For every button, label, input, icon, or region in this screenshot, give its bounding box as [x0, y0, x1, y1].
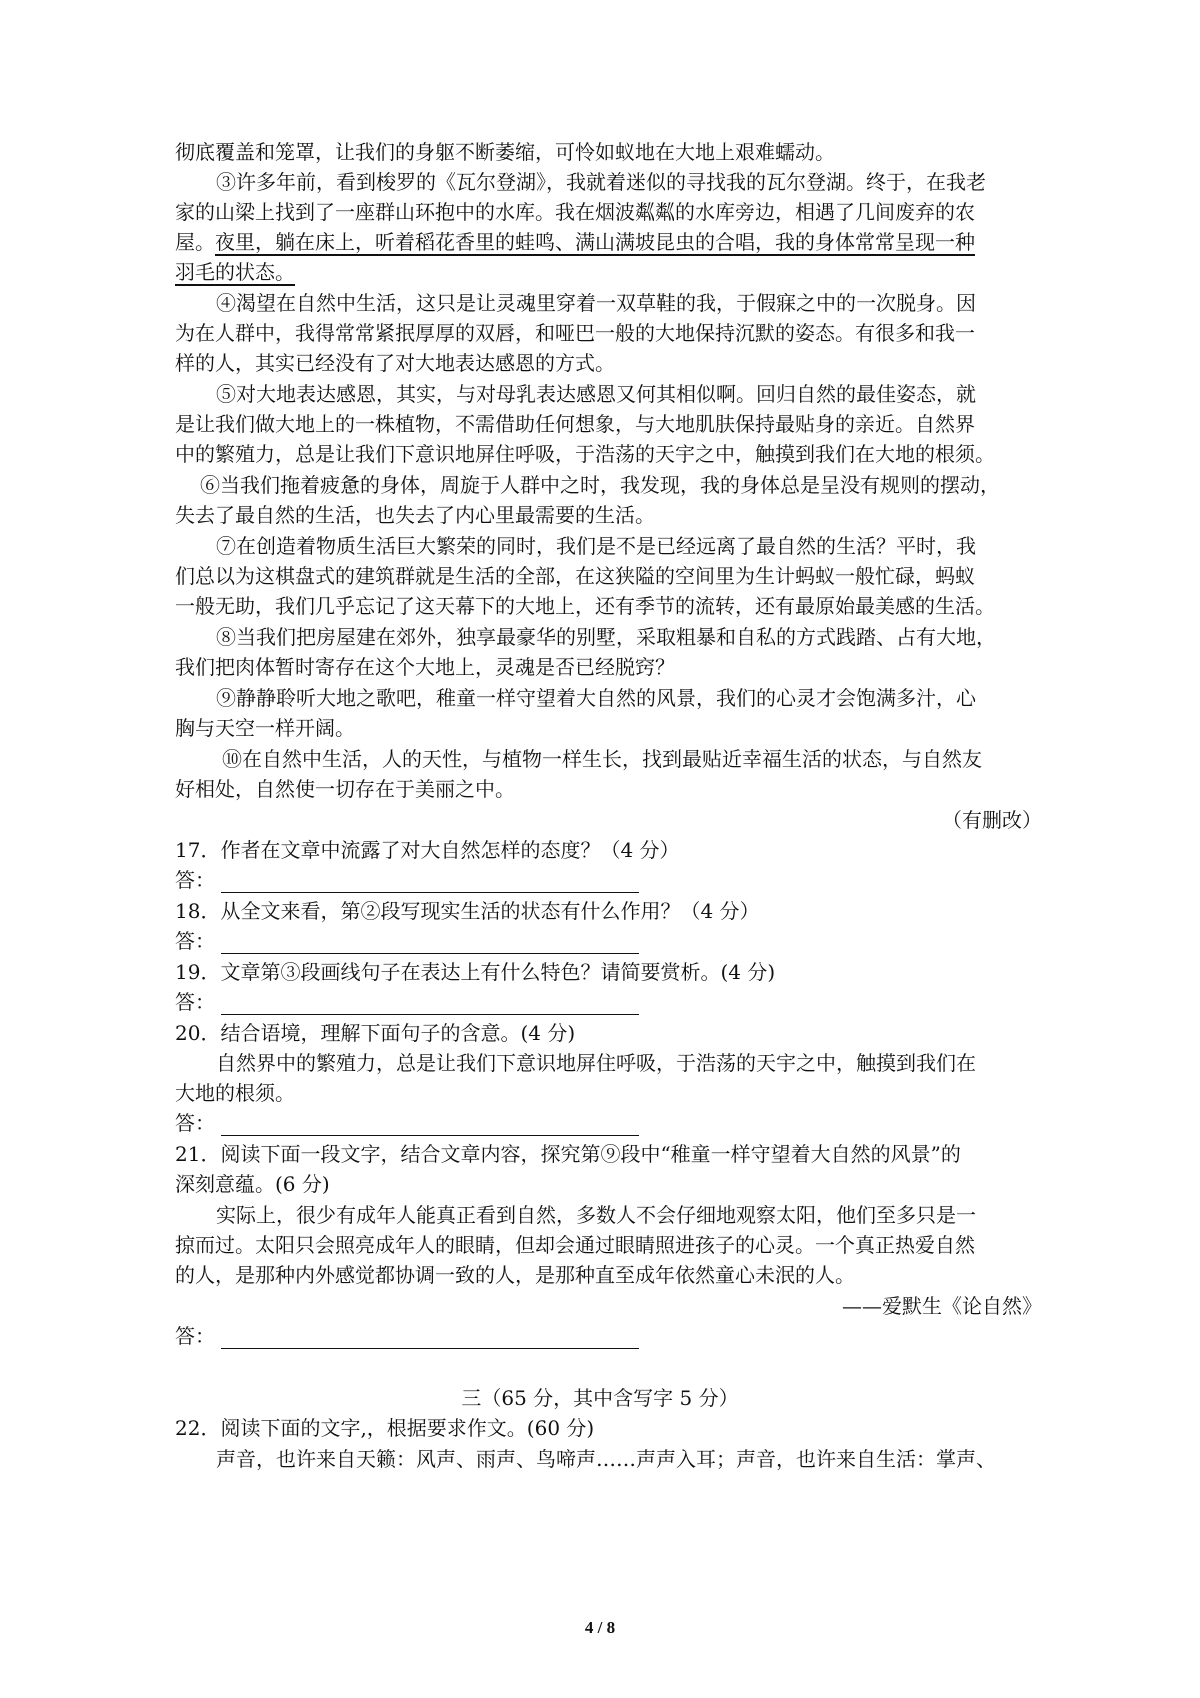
answer-blank[interactable] — [221, 891, 639, 893]
question-17: 17．作者在文章中流露了对大自然怎样的态度？（4 分） — [175, 838, 680, 862]
answer-blank[interactable] — [221, 1347, 639, 1349]
passage-line: 是让我们做大地上的一株植物，不需借助任何想象，与大地肌肤保持最贴身的亲近。自然界 — [175, 412, 975, 436]
passage-line — [175, 226, 1035, 258]
question-20: 20．结合语境，理解下面句子的含意。(4 分) — [175, 1021, 576, 1045]
page-number: 4 / 8 — [584, 1618, 616, 1637]
passage-line — [175, 256, 1035, 288]
answer-label: 答： — [175, 1111, 215, 1135]
passage-line: 失去了最自然的生活，也失去了内心里最需要的生活。 — [175, 503, 655, 527]
answer-row — [175, 864, 1035, 896]
passage-line: 彻底覆盖和笼罩，让我们的身躯不断萎缩，可怜如蚁地在大地上艰难蠕动。 — [175, 140, 835, 164]
quoted-paragraph: 掠而过。太阳只会照亮成年人的眼睛，但却会通过眼睛照进孩子的心灵。一个真正热爱自然 — [175, 1233, 975, 1257]
question-22: 22．阅读下面的文字,，根据要求作文。(60 分) — [175, 1416, 595, 1440]
passage-line: 我们把肉体暂时寄存在这个大地上，灵魂是否已经脱窍？ — [175, 655, 675, 679]
passage-line: 胸与天空一样开阔。 — [175, 716, 355, 740]
passage-line: ⑨静静聆听大地之歌吧，稚童一样守望着大自然的风景，我们的心灵才会饱满多汁，心 — [216, 686, 976, 710]
answer-row — [175, 1107, 1035, 1139]
underlined-sentence: 羽毛的状态。 — [175, 260, 295, 284]
passage-line: ③许多年前，看到梭罗的《瓦尔登湖》，我就着迷似的寻找我的瓦尔登湖。终于，在我老 — [216, 170, 986, 194]
passage-line: ⑧当我们把房屋建在郊外，独享最豪华的别墅，采取粗暴和自私的方式践踏、占有大地， — [216, 625, 996, 649]
quoted-paragraph: 的人，是那种内外感觉都协调一致的人，是那种直至成年依然童心未泯的人。 — [175, 1263, 855, 1287]
quoted-sentence: 大地的根须。 — [175, 1081, 295, 1105]
answer-row — [175, 925, 1035, 957]
source-note: （有删改） — [942, 808, 1042, 832]
plain-text: 屋。 — [175, 230, 215, 254]
passage-line: ⑦在创造着物质生活巨大繁荣的同时，我们是不是已经远离了最自然的生活？平时，我 — [216, 534, 976, 558]
passage-line: 中的繁殖力，总是让我们下意识地屏住呼吸，于浩荡的天宇之中，触摸到我们在大地的根须。 — [175, 442, 995, 466]
answer-row — [175, 986, 1035, 1018]
underlined-sentence: 夜里，躺在床上，听着稻花香里的蛙鸣、满山满坡昆虫的合唱，我的身体常常呈现一种 — [215, 230, 975, 254]
question-18: 18．从全文来看，第②段写现实生活的状态有什么作用？（4 分） — [175, 899, 760, 923]
quoted-sentence: 自然界中的繁殖力，总是让我们下意识地屏住呼吸，于浩荡的天宇之中，触摸到我们在 — [216, 1051, 976, 1075]
passage-line: ⑥当我们拖着疲惫的身体，周旋于人群中之时，我发现，我的身体总是呈没有规则的摆动， — [200, 473, 1000, 497]
passage-line: ⑤对大地表达感恩，其实，与对母乳表达感恩又何其相似啊。回归自然的最佳姿态，就 — [216, 382, 976, 406]
answer-blank[interactable] — [221, 1013, 639, 1015]
quoted-paragraph: 实际上，很少有成年人能真正看到自然，多数人不会仔细地观察太阳，他们至多只是一 — [216, 1203, 976, 1227]
passage-line: 为在人群中，我得常常紧抿厚厚的双唇，和哑巴一般的大地保持沉默的姿态。有很多和我一 — [175, 321, 975, 345]
essay-prompt: 声音，也许来自天籁：风声、雨声、鸟啼声……声声入耳；声音，也许来自生活：掌声、 — [216, 1447, 996, 1471]
quote-source: ——爱默生《论自然》 — [842, 1294, 1042, 1318]
question-21: 深刻意蕴。(6 分) — [175, 1172, 330, 1196]
answer-label: 答： — [175, 868, 215, 892]
passage-line: ④渴望在自然中生活，这只是让灵魂里穿着一双草鞋的我，于假寐之中的一次脱身。因 — [216, 291, 976, 315]
answer-blank[interactable] — [221, 952, 639, 954]
question-19: 19．文章第③段画线句子在表达上有什么特色？请简要赏析。(4 分) — [175, 960, 776, 984]
section-heading: 三（65 分，其中含写字 5 分） — [461, 1386, 739, 1410]
answer-blank[interactable] — [221, 1134, 639, 1136]
passage-line: 家的山梁上找到了一座群山环抱中的水库。我在烟波粼粼的水库旁边，相遇了几间废弃的农 — [175, 200, 975, 224]
passage-line: 样的人，其实已经没有了对大地表达感恩的方式。 — [175, 351, 615, 375]
answer-label: 答： — [175, 1324, 215, 1348]
passage-line: 一般无助，我们几乎忘记了这天幕下的大地上，还有季节的流转，还有最原始最美感的生活。 — [175, 594, 995, 618]
question-21: 21．阅读下面一段文字，结合文章内容，探究第⑨段中“稚童一样守望着大自然的风景”的 — [175, 1142, 961, 1166]
passage-line: 们总以为这棋盘式的建筑群就是生活的全部，在这狭隘的空间里为生计蚂蚁一般忙碌，蚂蚁 — [175, 564, 975, 588]
passage-line: 好相处，自然使一切存在于美丽之中。 — [175, 777, 515, 801]
passage-line: ⑩在自然中生活，人的天性，与植物一样生长，找到最贴近幸福生活的状态，与自然友 — [222, 747, 982, 771]
answer-label: 答： — [175, 990, 215, 1014]
answer-label: 答： — [175, 929, 215, 953]
answer-row — [175, 1320, 1035, 1352]
